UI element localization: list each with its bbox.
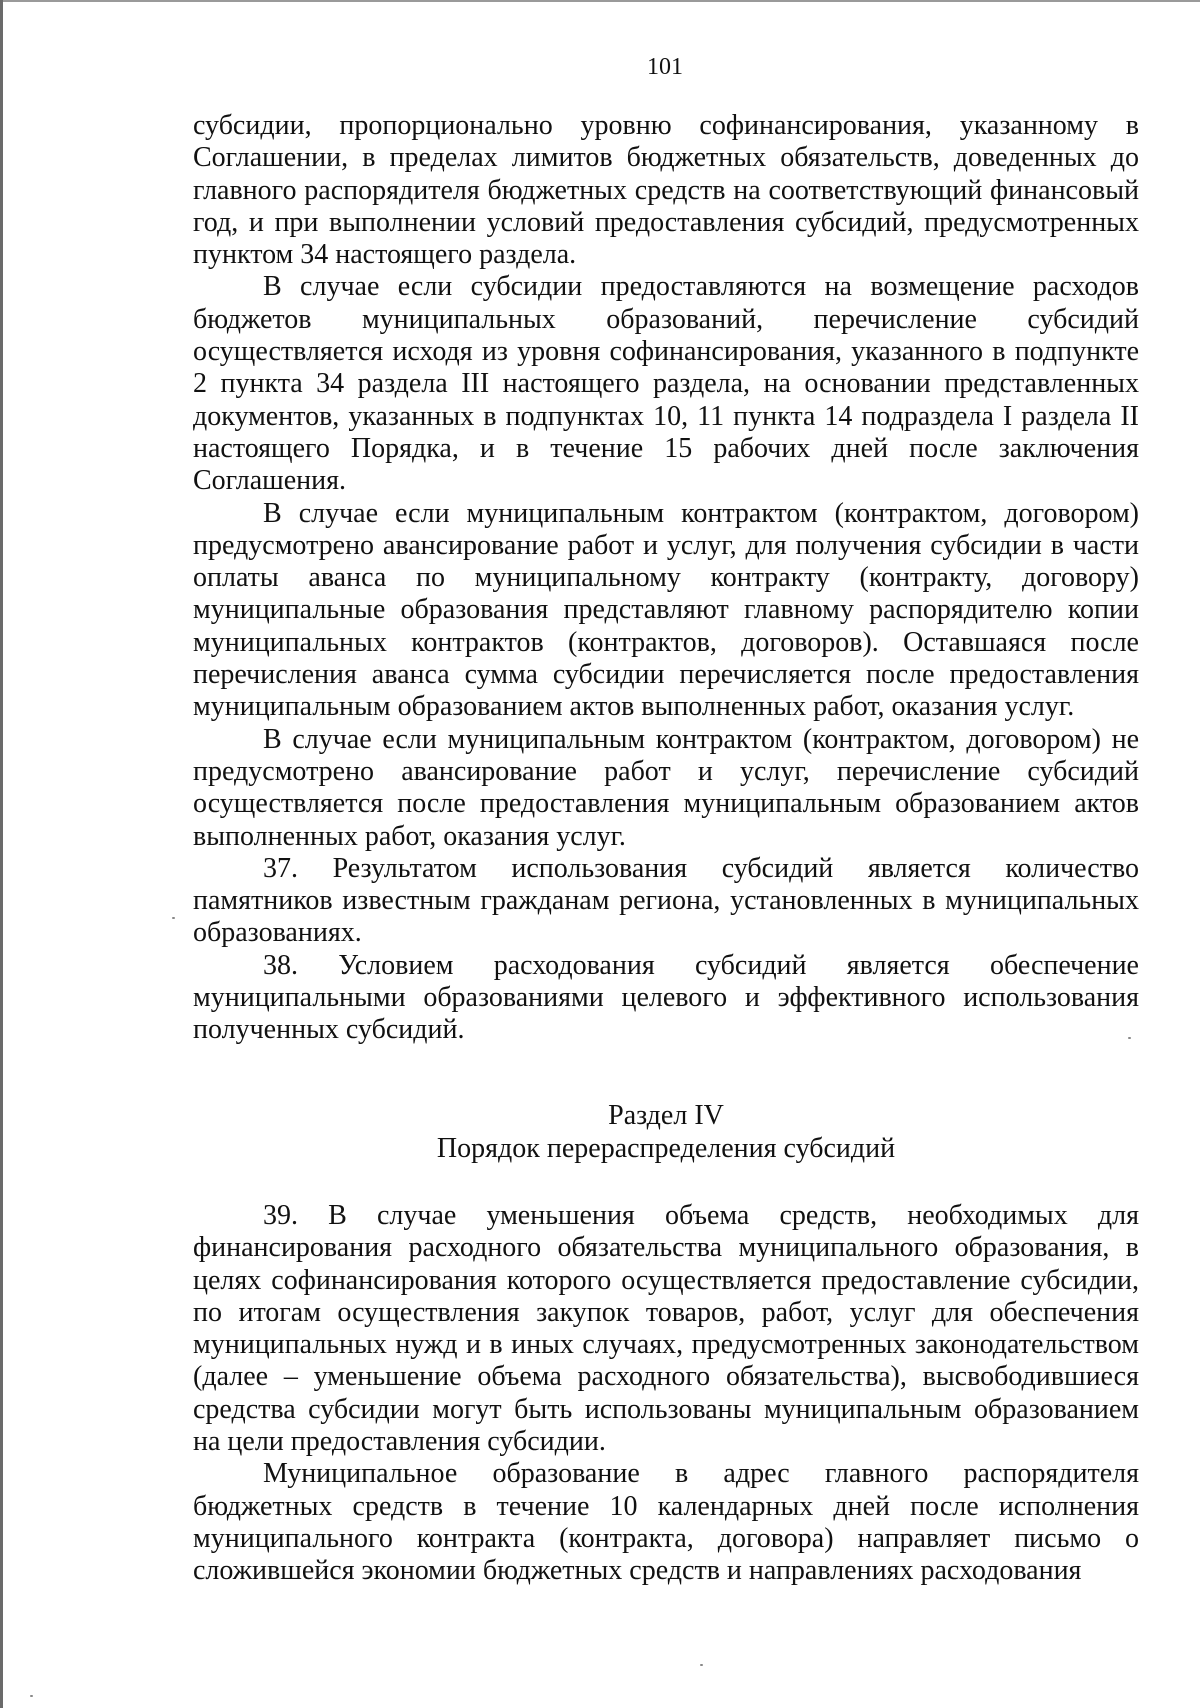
- paragraph-item-37: 37. Результатом использования субсидий является количество памятников известным гражданам региона, установленных в муниципальных образованиях.: [193, 852, 1139, 949]
- section-subtitle: Порядок перераспределения субсидий: [436, 1133, 896, 1164]
- body-text-block-1: [193, 110, 1139, 1047]
- scan-edge-top: [0, 0, 1200, 2]
- paragraph-continuation: субсидии, пропорционально уровню софинансирования, указанному в Соглашении, в пределах лимитов бюджетных обязательств, доведенных до главного распорядителя бюджетных средств на соответствующий финансовый год, и при выполнении условий предоставления субсидий, предусмотренных пунктом 34 настоящего раздела.: [193, 110, 1139, 271]
- scan-edge-left: [0, 0, 3, 1708]
- paragraph-advance: В случае если муниципальным контрактом (контрактом, договором) предусмотрено авансирование работ и услуг, для получения субсидии в части оплаты аванса по муниципальному контракту (контракту, договору) муниципальные образования представляют главному распорядителю копии муниципальных контрактов (контрактов, договоров). Оставшаяся после перечисления аванса сумма субсидии перечисляется после предоставления муниципальным образованием актов выполненных работ, оказания услуг.: [193, 497, 1139, 723]
- paragraph-no-advance: В случае если муниципальным контрактом (контрактом, договором) не предусмотрено авансирование работ и услуг, перечисление субсидий осуществляется после предоставления муниципальным образованием актов выполненных работ, оказания услуг.: [193, 723, 1139, 852]
- page-number: 101: [647, 54, 683, 80]
- section-title: Раздел IV: [608, 1100, 724, 1131]
- scan-speck: [172, 917, 175, 919]
- scan-speck: [1128, 1037, 1131, 1039]
- scan-speck: [30, 1695, 33, 1697]
- paragraph-reimbursement: В случае если субсидии предоставляются на возмещение расходов бюджетов муниципальных образований, перечисление субсидий осуществляется исходя из уровня софинансирования, указанного в подпункте 2 пункта 34 раздела III настоящего раздела, на основании представленных документов, указанных в подпунктах 10, 11 пункта 14 подраздела I раздела II настоящего Порядка, и в течение 15 рабочих дней после заключения Соглашения.: [193, 271, 1139, 497]
- paragraph-item-38: 38. Условием расходования субсидий является обеспечение муниципальными образованиями целевого и эффективного использования полученных субсидий.: [193, 949, 1139, 1046]
- paragraph-municipal-letter: Муниципальное образование в адрес главного распорядителя бюджетных средств в течение 10 календарных дней после исполнения муниципального контракта (контракта, договора) направляет письмо о сложившейся экономии бюджетных средств и направлениях расходования: [193, 1458, 1139, 1587]
- scan-speck: [700, 1664, 703, 1666]
- body-text-block-2: [193, 1200, 1139, 1588]
- paragraph-item-39: 39. В случае уменьшения объема средств, необходимых для финансирования расходного обязательства муниципального образования, в целях софинансирования которого осуществляется предоставление субсидии, по итогам осуществления закупок товаров, работ, услуг для обеспечения муниципальных нужд и в иных случаях, предусмотренных законодательством (далее – уменьшение объема расходного обязательства), высвободившиеся средства субсидии могут быть использованы муниципальным образованием на цели предоставления субсидии.: [193, 1200, 1139, 1458]
